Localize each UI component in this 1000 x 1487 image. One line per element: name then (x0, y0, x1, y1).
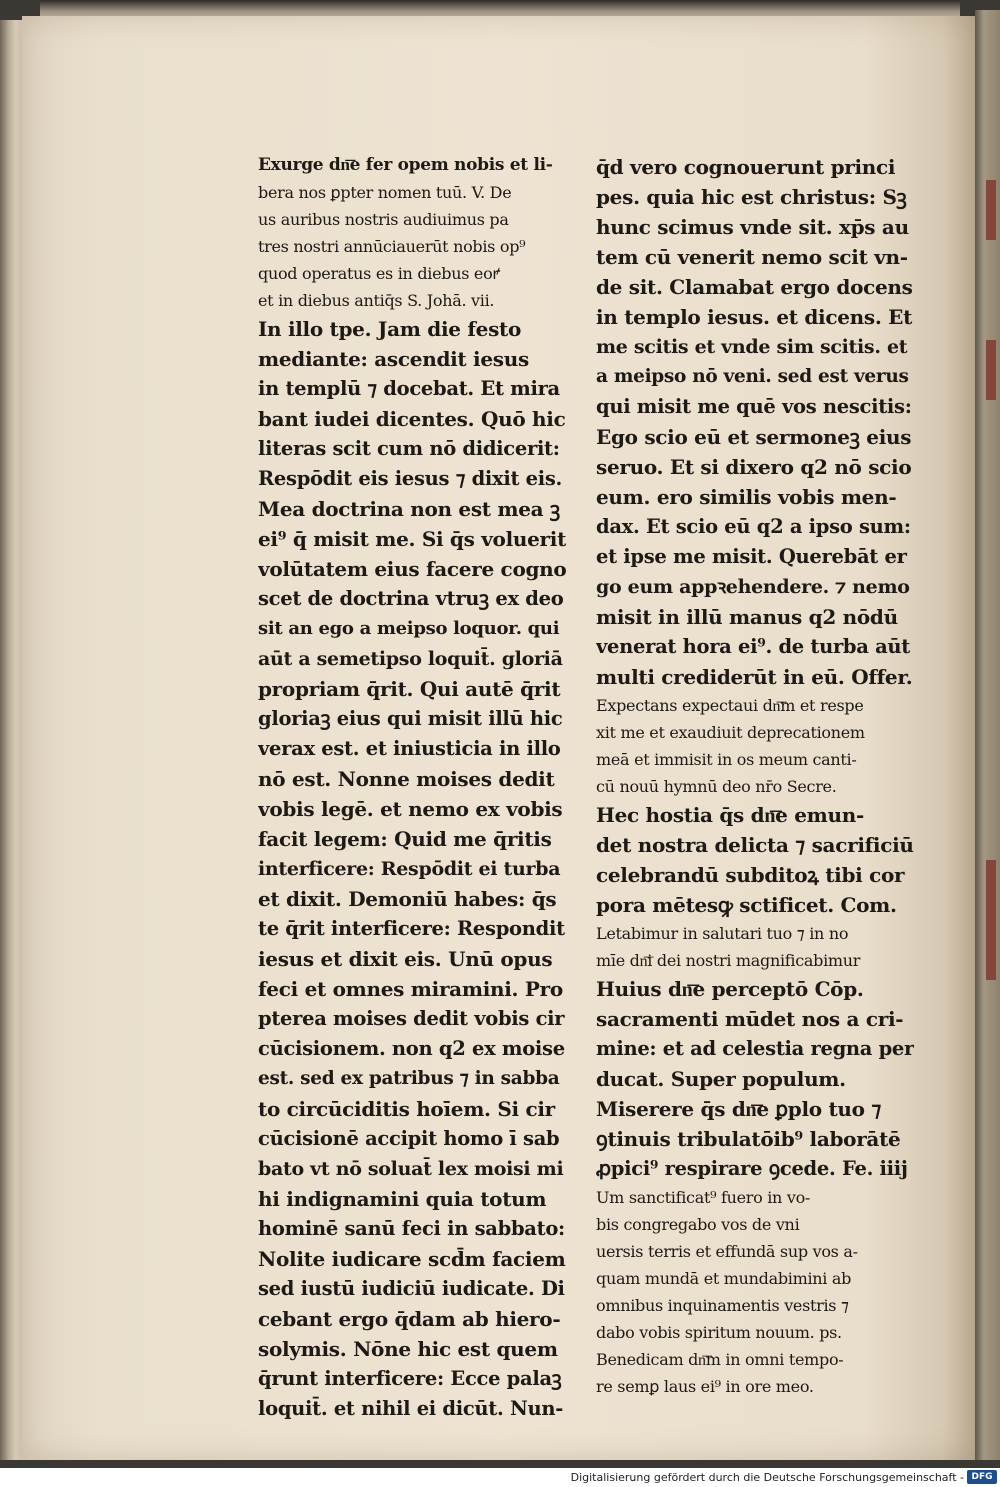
text-line: pora mētesꝙ sctificet. Com. (596, 893, 897, 917)
text-line: pes. quia hic est christus: Sꝫ (596, 185, 907, 209)
text-line: dax. Et scio eū q2 a ipso sum: (596, 515, 911, 538)
text-line: in templū ⁊ docebat. Et mira (258, 377, 560, 400)
text-line: eum. ero similis vobis men- (596, 485, 897, 509)
text-line: Miserere q̄s dn͞e ꝑplo tuo ⁊ (596, 1097, 882, 1121)
text-line: solymis. Nōne hic est quem (258, 1337, 558, 1361)
text-line: omnibus inquinamentis vestris ⁊ (596, 1296, 849, 1315)
text-line: aūt a semetipso loquit̄. gloriā (258, 648, 563, 670)
text-line: q̄runt interficere: Ecce palaꝫ (258, 1367, 562, 1390)
text-line: de sit. Clamabat ergo docens (596, 275, 913, 299)
dfg-logo: DFG (967, 1470, 997, 1484)
text-line: ei⁹ q̄ misit me. Si q̄s voluerit (258, 527, 566, 551)
text-line: iesus et dixit eis. Unū opus (258, 947, 553, 971)
text-line: sed iustū iudiciū iudicate. Di (258, 1277, 565, 1300)
text-line: cūcisionē accipit homo ī sab (258, 1127, 560, 1150)
text-line: re semꝑ laus ei⁹ in ore meo. (596, 1377, 814, 1396)
text-line: ducat. Super populum. (596, 1067, 846, 1091)
text-line: In illo tpe. Jam die festo (258, 317, 522, 341)
text-line: qui misit me quē vos nescitis: (596, 395, 912, 418)
text-line: Expectans expectaui dn͞m et respe (596, 696, 864, 715)
text-line: in templo iesus. et dicens. Et (596, 305, 913, 329)
text-line: et dixit. Demoniū habes: q̄s (258, 887, 557, 911)
text-line: mīe dn͞i dei nostri magnificabimur (596, 951, 861, 970)
text-line: hunc scimus vnde sit. xp̄s au (596, 215, 909, 239)
text-line: mine: et ad celestia regna per (596, 1037, 914, 1060)
text-line: det nostra delicta ⁊ sacrificiū (596, 833, 914, 857)
text-line: te q̄rit interficere: Respondit (258, 917, 565, 940)
text-line: sacramenti mūdet nos a cri- (596, 1007, 904, 1031)
text-line: Letabimur in salutari tuo ⁊ in no (596, 924, 849, 943)
text-line: meā et immisit in os meum canti- (596, 750, 857, 769)
text-line: a meipso nō veni. sed est verus (596, 366, 909, 387)
text-line: propriam q̄rit. Qui autē q̄rit (258, 677, 561, 701)
text-line: Ego scio eū et sermoneꝫ eius (596, 425, 912, 449)
text-line: multi crediderūt in eū. Offer. (596, 665, 913, 689)
text-line: interficere: Respōdit ei turba (258, 858, 561, 880)
text-line: volūtatem eius facere cogno (258, 557, 566, 581)
text-line: et ipse me misit. Querebāt er (596, 545, 907, 568)
text-line: bera nos ꝑpter nomen tuū. V. De (258, 183, 512, 202)
text-line: bis congregabo vos de vni (596, 1215, 800, 1234)
text-line: bant iudei dicentes. Quō hic (258, 407, 566, 431)
text-line: vobis legē. et nemo ex vobis (258, 797, 563, 821)
text-line: cebant ergo q̄dam ab hiero- (258, 1307, 561, 1331)
text-line: cūcisionem. non q2 ex moise (258, 1037, 565, 1060)
text-line: gloriaꝫ eius qui misit illū hic (258, 707, 563, 730)
digitization-footer (0, 1468, 1000, 1487)
text-line: ꝓpici⁹ respirare ꝯcede. Fe. iiij (596, 1157, 908, 1180)
left-text-column (258, 152, 566, 1424)
text-line: quod operatus es in diebus eoꝵ (258, 264, 501, 283)
text-line: mediante: ascendit iesus (258, 347, 529, 371)
text-line: facit legem: Quid me q̄ritis (258, 827, 552, 851)
text-line: quam mundā et mundabimini ab (596, 1269, 852, 1288)
book-edge-left (0, 20, 22, 1460)
text-line: et in diebus antiq̄s S. Johā. vii. (258, 291, 495, 310)
text-line: to circūciditis hoīem. Si cir (258, 1097, 555, 1121)
text-line: feci et omnes miramini. Pro (258, 977, 563, 1001)
text-line: scet de doctrina vtruꝫ ex deo (258, 587, 564, 610)
text-line: dabo vobis spiritum nouum. ps. (596, 1323, 842, 1342)
text-line: ꝯtinuis tribulatōib⁹ laborātē (596, 1127, 901, 1151)
text-line: Hec hostia q̄s dn͞e emun- (596, 803, 865, 827)
text-line: Um sanctificat⁹ fuero in vo- (596, 1188, 811, 1207)
text-line: Nolite iudicare scd̄m faciem (258, 1247, 566, 1271)
text-line: Huius dn͞e perceptō Cōp. (596, 977, 864, 1001)
text-line: hi indignamini quia totum (258, 1187, 547, 1211)
text-line: us auribus nostris audiuimus pa (258, 210, 509, 229)
text-line: me scitis et vnde sim scitis. et (596, 336, 908, 358)
text-line: tres nostri annūciauerūt nobis op⁹ (258, 237, 526, 256)
text-line: bato vt nō soluat̄ lex moisi mi (258, 1158, 564, 1180)
text-line: sit an ego a meipso loquor. qui (258, 618, 560, 639)
text-line: loquit̄. et nihil ei dicūt. Nun- (258, 1397, 564, 1420)
text-line: cū nouū hymnū deo nr̄o Secre. (596, 777, 837, 796)
text-line: uersis terris et effundā sup vos a- (596, 1242, 858, 1261)
text-line: celebrandū subditoꝝ tibi cor (596, 863, 905, 887)
text-line: verax est. et iniusticia in illo (258, 737, 561, 760)
text-line: seruo. Et si dixero q2 nō scio (596, 455, 912, 479)
next-page-rubric-marks (986, 180, 998, 1080)
text-line: xit me et exaudiuit deprecationem (596, 723, 865, 742)
text-line: tem cū venerit nemo scit vn- (596, 245, 908, 269)
footer-credit: Digitalisierung gefördert durch die Deutsche Forschungsgemeinschaft - (570, 1471, 964, 1484)
text-line: Benedicam dn͞m in omni tempo- (596, 1350, 844, 1369)
text-line: hominē sanū feci in sabbato: (258, 1217, 565, 1240)
text-line: go eum appꝛehendere. ⁊ nemo (596, 576, 910, 598)
text-line: est. sed ex patribus ⁊ in sabba (258, 1068, 560, 1089)
text-line: Exurge dn͞e fer opem nobis et li- (258, 155, 553, 175)
text-line: q̄d vero cognouerunt princi (596, 155, 896, 179)
text-line: nō est. Nonne moises dedit (258, 767, 555, 791)
text-line: Respōdit eis iesus ⁊ dixit eis. (258, 467, 563, 490)
right-text-column (596, 152, 914, 1400)
text-line: Mea doctrina non est mea ꝫ (258, 497, 560, 521)
text-line: misit in illū manus q2 nōdū (596, 605, 898, 629)
text-line: literas scit cum nō didicerit: (258, 437, 560, 460)
text-line: venerat hora ei⁹. de turba aūt (596, 635, 911, 658)
text-line: pterea moises dedit vobis cir (258, 1007, 565, 1030)
